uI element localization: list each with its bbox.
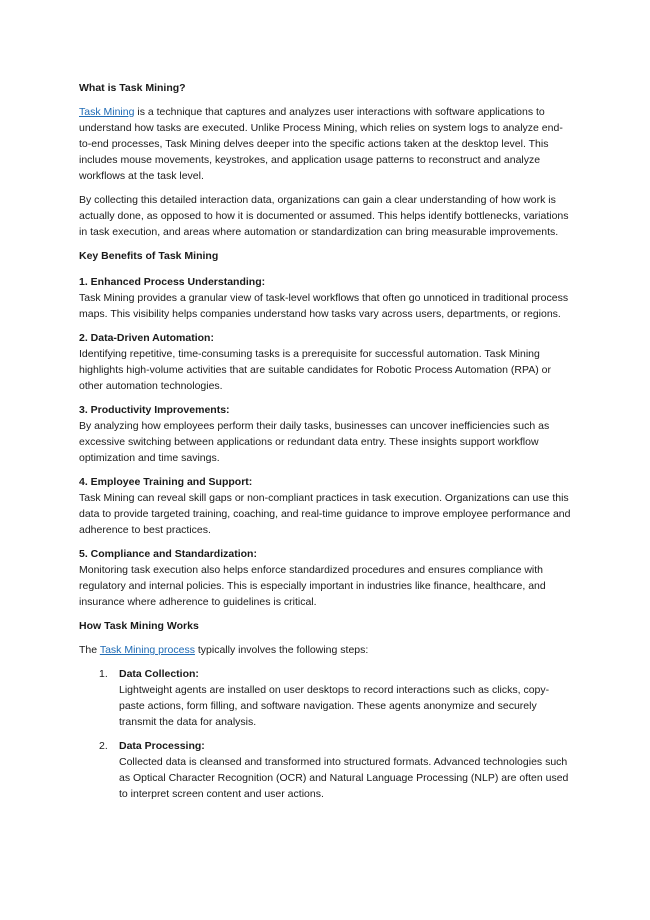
- intro-paragraph-1: [79, 104, 574, 184]
- benefit-title: 4. Employee Training and Support:: [79, 476, 253, 488]
- benefit-title: 3. Productivity Improvements:: [79, 404, 230, 416]
- benefit-item: [79, 274, 574, 322]
- benefit-title: 5. Compliance and Standardization:: [79, 548, 257, 560]
- how-lead-pre: The: [79, 644, 100, 656]
- benefit-body: By analyzing how employees perform their daily tasks, businesses can uncover inefficiencies such as excessive switching between applications or redundant data entry. These insights support workflow optimization and time savings.: [79, 420, 550, 464]
- intro-paragraph-2: By collecting this detailed interaction data, organizations can gain a clear understanding of how work is actually done, as opposed to how it is documented or assumed. This helps identify bottlenecks, variations in task execution, and areas where automation or standardization can bring measurable improvements.: [79, 194, 569, 238]
- list-item: [79, 738, 574, 802]
- step-body: Lightweight agents are installed on user desktops to record interactions such as clicks, copy-paste actions, form filling, and software navigation. These agents anonymize and securely transmit the data for analysis.: [119, 684, 550, 728]
- how-lead-post: typically involves the following steps:: [194, 644, 369, 656]
- task-mining-process-link[interactable]: Task Mining process: [99, 644, 195, 656]
- benefit-title: 2. Data-Driven Automation:: [79, 332, 214, 344]
- benefit-item: [79, 330, 574, 394]
- step-title: Data Collection:: [119, 668, 199, 680]
- section-heading-benefits: Key Benefits of Task Mining: [79, 250, 219, 262]
- benefit-body: Monitoring task execution also helps enforce standardized procedures and ensures compliance with regulatory and internal policies. This is especially important in industries like finance, healthcare, and insurance where adherence to guidelines is critical.: [79, 564, 546, 608]
- intro-paragraph-1-text: is a technique that captures and analyzes user interactions with software applications to understand how tasks are executed. Unlike Process Mining, which relies on system logs to analyze end-to-end processes, Task Mining delves deeper into the specific actions taken at the desktop level. This includes mouse movements, keystrokes, and application usage patterns to reconstruct and analyze workflows at the task level.: [79, 106, 563, 182]
- section-heading-how-it-works: How Task Mining Works: [79, 620, 199, 632]
- step-title: Data Processing:: [119, 740, 205, 752]
- step-number: 1.: [99, 668, 108, 680]
- benefit-item: [79, 546, 574, 610]
- step-body: Collected data is cleansed and transformed into structured formats. Advanced technologies such as Optical Character Recognition (OCR) and Natural Language Processing (NLP) are often used to interpret screen content and user actions.: [119, 756, 569, 800]
- benefit-body: Task Mining provides a granular view of task-level workflows that often go unnoticed in traditional process maps. This visibility helps companies understand how tasks vary across users, departments, or regions.: [79, 292, 569, 320]
- benefit-title: 1. Enhanced Process Understanding:: [79, 276, 266, 288]
- step-number: 2.: [99, 740, 108, 752]
- benefit-item: [79, 402, 574, 466]
- benefit-item: [79, 474, 574, 538]
- how-lead-paragraph: [79, 642, 574, 658]
- steps-list: [79, 666, 574, 802]
- benefit-body: Task Mining can reveal skill gaps or non-compliant practices in task execution. Organizations can use this data to provide targeted training, coaching, and real-time guidance to improve employee performance and adherence to best practices.: [79, 492, 571, 536]
- list-item: [79, 666, 574, 730]
- task-mining-link[interactable]: Task Mining: [79, 106, 135, 118]
- benefit-body: Identifying repetitive, time-consuming tasks is a prerequisite for successful automation. Task Mining highlights high-volume activities that are suitable candidates for Robotic Process Automation (RPA) or other automation technologies.: [79, 348, 551, 392]
- section-heading-what-is: What is Task Mining?: [79, 82, 186, 94]
